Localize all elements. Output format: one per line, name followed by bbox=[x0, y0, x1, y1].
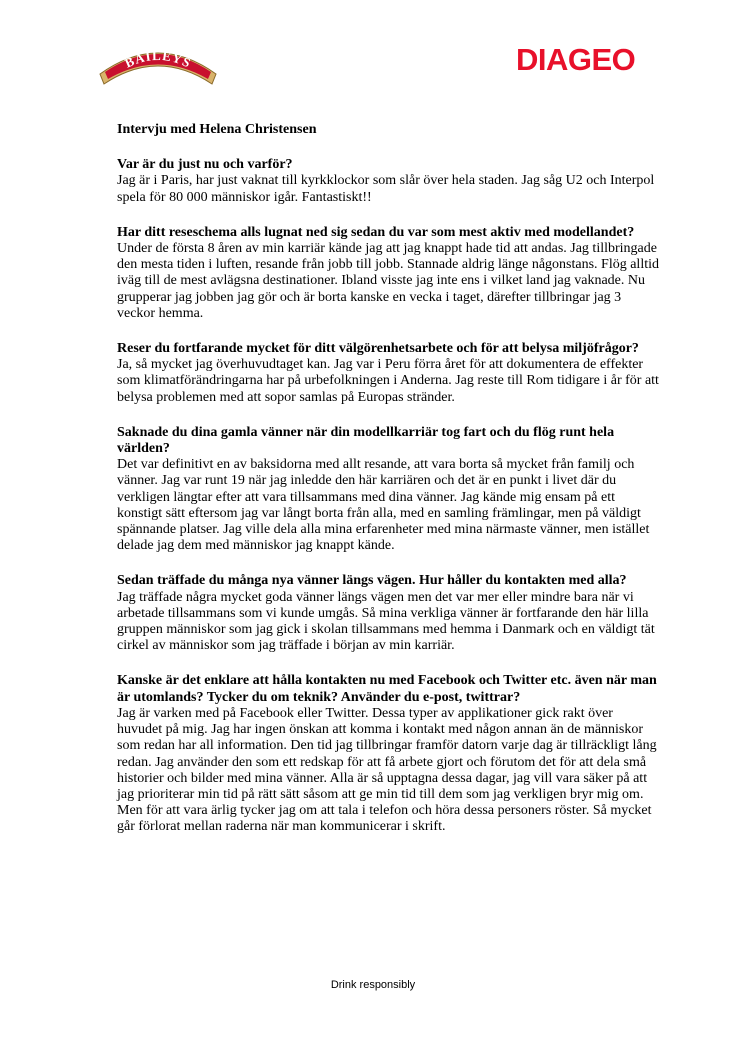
answer: Jag träffade några mycket goda vänner längs vägen men det var mer eller mindre bara när vi arbetade tillsammans som vi kunde umgås. Så mina verkliga vänner är fortfarande den här lilla gruppen människor som jag gick i skolan tillsammans med hemma i Danmark och en väldigt tät cirkel av människor som jag träffade i början av min karriär. bbox=[117, 589, 655, 654]
qa-item bbox=[117, 225, 659, 322]
qa-item bbox=[117, 341, 659, 406]
answer: Det var definitivt en av baksidorna med allt resande, att vara borta så mycket från familj och vänner. Jag var runt 19 när jag inledde den här karriären och det är en punkt i livet där du verkligen längtar efter att vara tillsammans med dina vänner. Jag kände mig ensam på ett konstigt sätt eftersom jag var långt borta från alla, med en samling främlingar, men på väldigt spännande platser. Jag ville dela alla mina erfarenheter med mina närmaste vänner, men istället delade jag dem med människor jag knappt kände. bbox=[117, 457, 650, 554]
question: Var är du just nu och varför? bbox=[117, 157, 293, 173]
question: Reser du fortfarande mycket för ditt välgörenhetsarbete och för att belysa miljöfrågor? bbox=[117, 341, 639, 357]
answer: Jag är varken med på Facebook eller Twitter. Dessa typer av applikationer gick rakt över huvudet på mig. Jag har ingen önskan att komma i kontakt med någon annan än de människor som redan har all information. Den tid jag tillbringar framför datorn varje dag är tillräckligt lång redan. Jag använder den som ett redskap för att få arbete gjort och förutom det för att dela små historier och bilder med mina vänner. Alla är så upptagna dessa dagar, jag vill vara säker på att jag prioriterar min tid på rätt sätt såsom att ge min tid till dem som jag verkligen bryr mig om. Men för att vara ärlig tycker jag om att tala i telefon och höra dessa personers röster. Så mycket går förlorat mellan raderna när man kommunicerar i skrift. bbox=[117, 705, 657, 835]
baileys-logo bbox=[96, 34, 220, 90]
svg-text:BAILEYS: BAILEYS bbox=[122, 47, 194, 71]
question: Saknade du dina gamla vänner när din modellkarriär tog fart och du flög runt hela världen? bbox=[117, 424, 615, 457]
question: Har ditt reseschema alls lugnat ned sig sedan du var som mest aktiv med modellandet? bbox=[117, 224, 635, 240]
diageo-logo: DIAGEO bbox=[516, 42, 636, 77]
question: Kanske är det enklare att hålla kontakten nu med Facebook och Twitter etc. även när man är utomlands? Tycker du om teknik? Använder du e-post, twittrar? bbox=[117, 673, 657, 705]
answer: Ja, så mycket jag överhuvudtaget kan. Jag var i Peru förra året för att dokumentera de effekter som klimatförändringarna har på urbefolkningen i Anderna. Jag reste till Rom tidigare i år för att belysa problemen med att sopor samlas på Europas stränder. bbox=[117, 357, 659, 405]
answer: Jag är i Paris, har just vaknat till kyrkklockor som slår över hela staden. Jag såg U2 och Interpol spela för 80 000 människor igår. Fantastiskt!! bbox=[117, 173, 655, 205]
document-body bbox=[117, 122, 659, 855]
document-title: Intervju med Helena Christensen bbox=[117, 122, 317, 137]
footer-text: Drink responsibly bbox=[330, 979, 416, 991]
qa-item bbox=[117, 573, 659, 654]
qa-item bbox=[117, 673, 659, 835]
qa-item bbox=[117, 157, 659, 206]
answer: Under de första 8 åren av min karriär kände jag att jag knappt hade tid att andas. Jag tillbringade den mesta tiden i luften, resande från jobb till jobb. Stannade aldrig länge någonstans. Flög alltid iväg till de mest avlägsna destinationer. Ibland visste jag inte ens i vilket land jag vaknade. Nu grupperar jag jobben jag gör och är borta kanske en vecka i taget, därefter tillbringar jag 3 veckor hemma. bbox=[117, 241, 659, 321]
qa-item bbox=[117, 425, 659, 555]
question: Sedan träffade du många nya vänner längs vägen. Hur håller du kontakten med alla? bbox=[117, 573, 627, 589]
